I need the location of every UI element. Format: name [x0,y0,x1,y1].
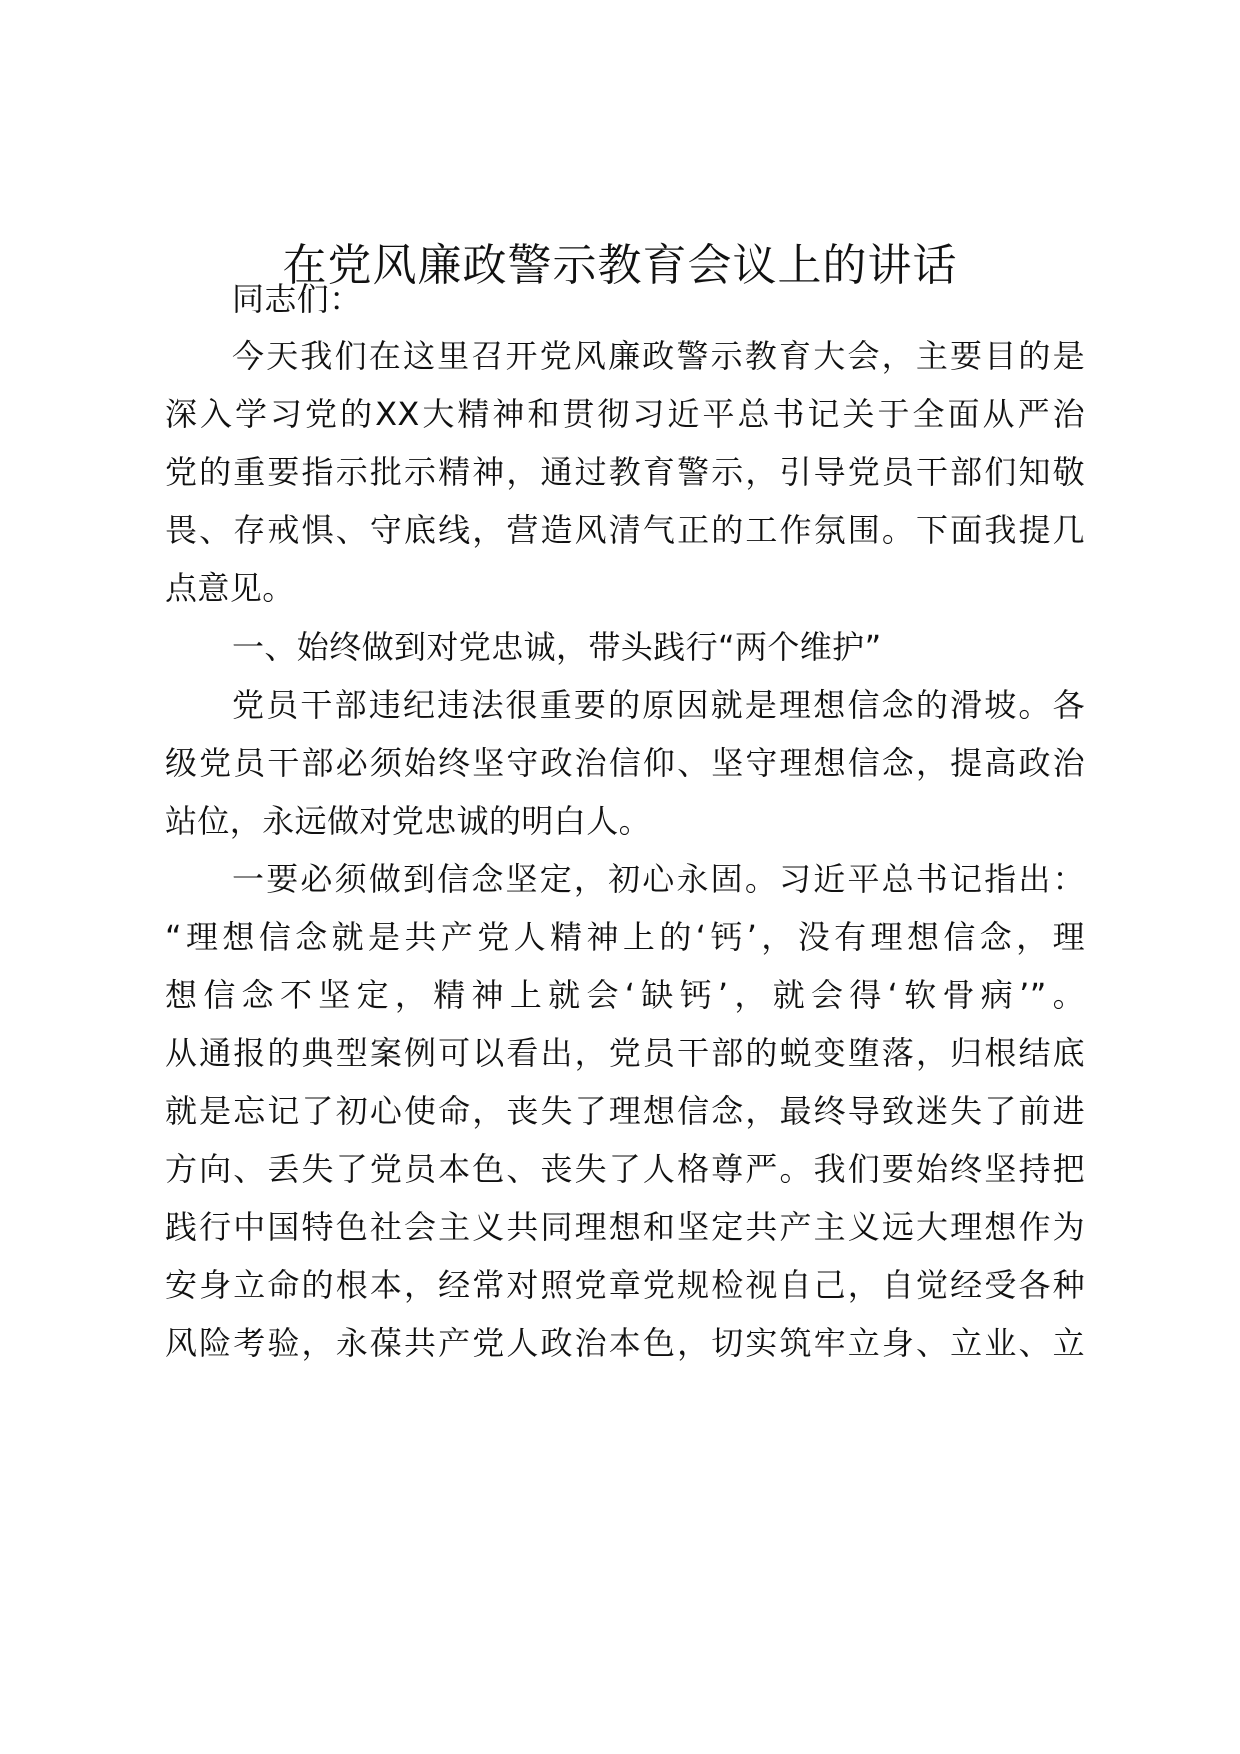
paragraph-line: 方向、丢失了党员本色、丧失了人格尊严。我们要始终坚持把 [165,1150,1085,1188]
paragraph-line: 想信念不坚定，精神上就会‘缺钙’，就会得‘软骨病’”。 [165,976,1085,1014]
paragraph-line: 级党员干部必须始终坚守政治信仰、坚守理想信念，提高政治 [165,744,1085,782]
paragraph-line: 风险考验，永葆共产党人政治本色，切实筑牢立身、立业、立 [165,1324,1085,1362]
paragraph-line: 安身立命的根本，经常对照党章党规检视自己，自觉经受各种 [165,1266,1085,1304]
paragraph-line: 一要必须做到信念坚定，初心永固。习近平总书记指出： [232,860,1085,898]
document-title: 在党风廉政警示教育会议上的讲话 [282,240,958,291]
paragraph-line: 今天我们在这里召开党风廉政警示教育大会，主要目的是 [232,337,1085,375]
paragraph-line: “理想信念就是共产党人精神上的‘钙’，没有理想信念，理 [165,918,1085,956]
paragraph-line: 点意见。 [165,569,295,607]
salutation: 同志们： [232,280,362,318]
paragraph-line: 从通报的典型案例可以看出，党员干部的蜕变堕落，归根结底 [165,1034,1085,1072]
paragraph-line: 践行中国特色社会主义共同理想和坚定共产主义远大理想作为 [165,1208,1085,1246]
paragraph-line: 畏、存戒惧、守底线，营造风清气正的工作氛围。下面我提几 [165,511,1085,549]
section-heading: 一、始终做到对党忠诚，带头践行“两个维护” [232,628,882,666]
paragraph-line: 党员干部违纪违法很重要的原因就是理想信念的滑坡。各 [232,686,1085,724]
paragraph-line: 党的重要指示批示精神，通过教育警示，引导党员干部们知敬 [165,453,1085,491]
paragraph-line: 就是忘记了初心使命，丧失了理想信念，最终导致迷失了前进 [165,1092,1085,1130]
paragraph-line: 深入学习党的XX大精神和贯彻习近平总书记关于全面从严治 [165,395,1085,433]
paragraph-line: 站位，永远做对党忠诚的明白人。 [165,802,652,840]
